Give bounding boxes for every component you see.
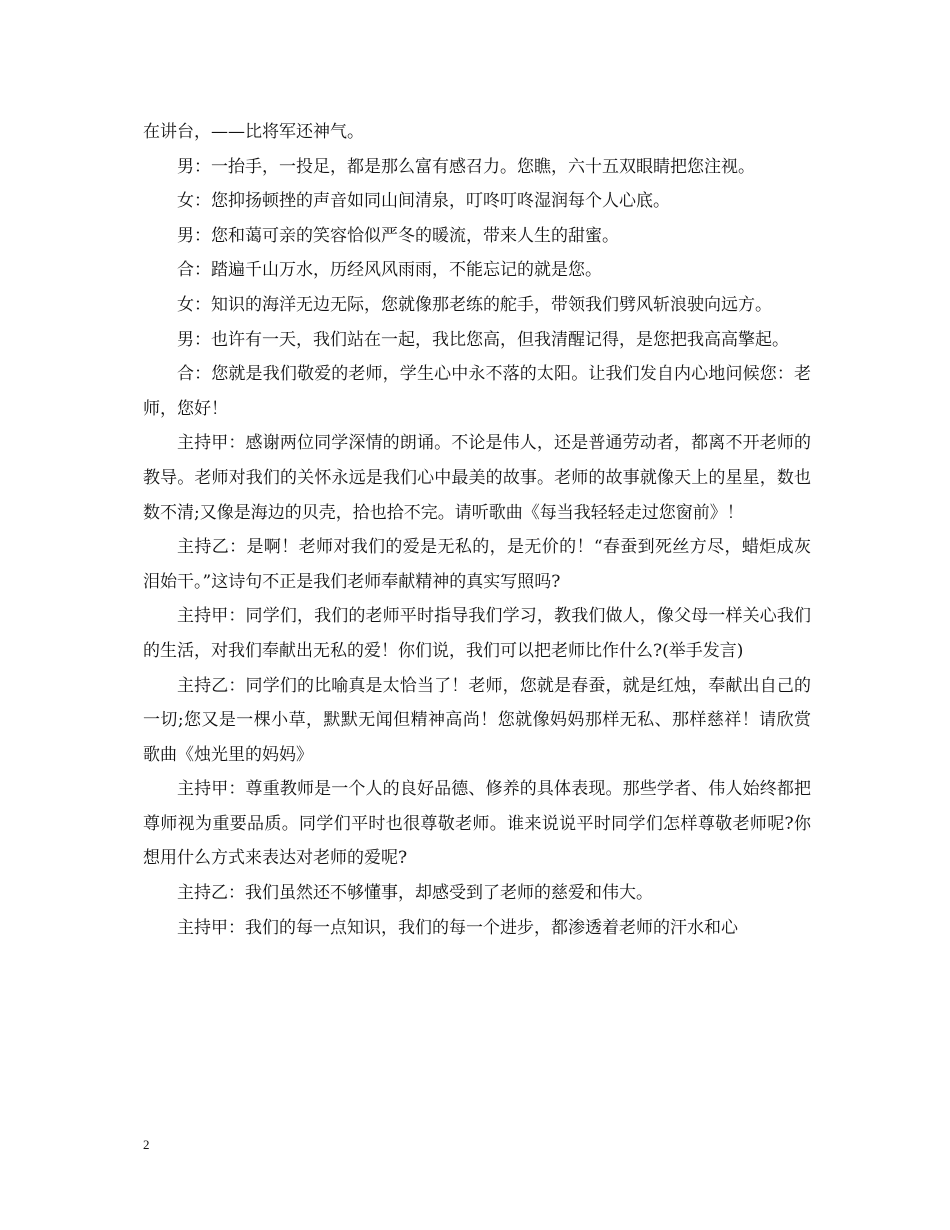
paragraph: 主持甲：同学们，我们的老师平时指导我们学习，教我们做人，像父母一样关心我们的生活，对我们奉献出无私的爱！你们说，我们可以把老师比作什么?(举手发言)	[143, 606, 811, 661]
paragraph: 男：您和蔼可亲的笑容恰似严冬的暖流，带来人生的甜蜜。	[177, 225, 619, 246]
paragraph: 合：您就是我们敬爱的老师，学生心中永不落的太阳。让我们发自内心地问候您：老师，您好！	[143, 364, 811, 419]
body-text	[143, 115, 811, 945]
paragraph: 女：您抑扬顿挫的声音如同山间清泉，叮咚叮咚湿润每个人心底。	[177, 191, 670, 212]
paragraph: 主持甲：我们的每一点知识，我们的每一个进步，都渗透着老师的汗水和心	[177, 917, 738, 938]
paragraph: 女：知识的海洋无边无际，您就像那老练的舵手，带领我们劈风斩浪驶向远方。	[177, 294, 772, 315]
paragraph-continued: 在讲台，——比将军还神气。	[143, 122, 364, 142]
paragraph: 主持乙：是啊！老师对我们的爱是无私的，是无价的！“春蚕到死丝方尽，蜡炬成灰泪始干。”这诗句不正是我们老师奉献精神的真实写照吗?	[143, 537, 811, 592]
paragraph: 主持甲：尊重教师是一个人的良好品德、修养的具体表现。那些学者、伟人始终都把尊师视为重要品质。同学们平时也很尊敬老师。谁来说说平时同学们怎样尊敬老师呢?你想用什么方式来表达对老师的爱呢?	[143, 779, 811, 869]
paragraph: 主持乙：同学们的比喻真是太恰当了！老师，您就是春蚕，就是红烛，奉献出自己的一切;您又是一棵小草，默默无闻但精神高尚！您就像妈妈那样无私、那样慈祥！请欣赏歌曲《烛光里的妈妈》	[143, 675, 811, 765]
paragraph: 男：一抬手，一投足，都是那么富有感召力。您瞧，六十五双眼睛把您注视。	[177, 156, 755, 177]
page-number: 2	[143, 1137, 150, 1152]
paragraph: 主持甲：感谢两位同学深情的朗诵。不论是伟人，还是普通劳动者，都离不开老师的教导。老师对我们的关怀永远是我们心中最美的故事。老师的故事就像天上的星星，数也数不清;又像是海边的贝壳，拾也拾不完。请听歌曲《每当我轻轻走过您窗前》！	[143, 433, 811, 523]
paragraph: 男：也许有一天，我们站在一起，我比您高，但我清醒记得，是您把我高高擎起。	[177, 329, 789, 350]
paragraph: 主持乙：我们虽然还不够懂事，却感受到了老师的慈爱和伟大。	[177, 883, 653, 904]
paragraph: 合：踏遍千山万水，历经风风雨雨，不能忘记的就是您。	[177, 260, 602, 281]
